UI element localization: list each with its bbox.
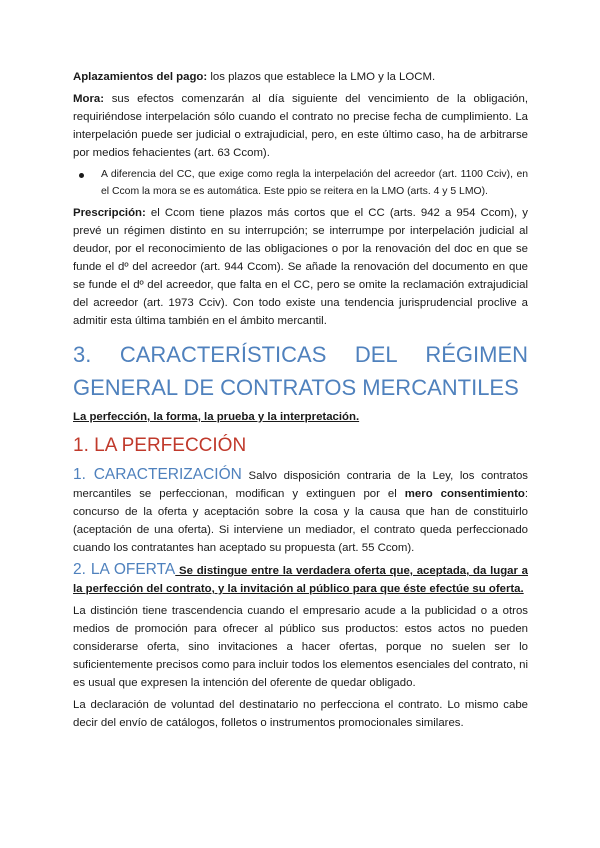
bullet-item — [73, 166, 528, 200]
paragraph-mora — [73, 90, 528, 162]
bullet-list — [73, 166, 528, 200]
paragraph-caracterizacion — [73, 466, 528, 557]
text-oferta-underlined: Se distingue entre la verdadera oferta que, aceptada, da lugar a la perfección del contrato, y la invitación al público para que éste efectúe su oferta. — [73, 565, 529, 595]
bullet-dot-icon — [79, 173, 84, 178]
label-prescripcion: Prescripción: — [73, 207, 146, 219]
label-mora: Mora: — [73, 93, 105, 105]
text-caracterizacion-a: Salvo disposición contraria de la Ley, los contratos mercantiles se perfeccionan, modifican y extinguen por el — [73, 470, 528, 500]
paragraph-oferta-heading — [73, 561, 528, 598]
text-aplazamientos: los plazos que establece la LMO y la LOCM. — [207, 71, 436, 83]
paragraph-prescripcion — [73, 204, 528, 330]
label-aplazamientos: Aplazamientos del pago: — [73, 71, 208, 83]
paragraph-aplazamientos — [73, 68, 528, 86]
heading-la-oferta: 2. LA OFERTA — [73, 561, 176, 578]
section-3-title-line1: 3. CARACTERÍSTICAS DEL RÉGIMEN — [73, 342, 528, 367]
text-prescripcion: el Ccom tiene plazos más cortos que el CC (arts. 942 a 954 Ccom), y prevé un régimen distinto en su interrupción; se interrumpe por interpelación judicial al deudor, por el reconocimiento de las obligaciones o por la renovación del doc en que se funde el dº del acreedor (art. 944 Ccom). Se añade la renovación del documento en que se funde el dº del acreedor, que falta en el CC, pero se omite la reclamación extrajudicial del acreedor (art. 1973 Cciv). Con todo existe una tendencia jurisprudencial proclive a admitir esta última también en el ámbito mercantil. — [73, 207, 528, 327]
heading-caracterizacion: 1. CARACTERIZACIÓN — [73, 466, 242, 483]
paragraph-oferta-1: La distinción tiene trascendencia cuando el empresario acude a la publicidad o a otros medios de promoción para ofrecer al público sus productos: estos actos no pueden considerarse oferta, sino invitaciones a hacer ofertas, porque no suelen ser lo suficientemente precisos como para incluir todos los elementos esenciales del contrato, ni es usual que expresen la intención del oferente de quedar obligado. — [73, 605, 528, 689]
heading-la-perfeccion: 1. LA PERFECCIÓN — [73, 435, 247, 456]
document-page — [73, 68, 528, 736]
section-3-title-line2: GENERAL DE CONTRATOS MERCANTILES — [73, 375, 519, 400]
text-mero-consentimiento: mero consentimiento — [404, 488, 525, 500]
bullet-text: A diferencia del CC, que exige como regla la interpelación del acreedor (art. 1100 Cciv), en el Ccom la mora se es automática. Este ppio se reitera en la LMO (arts. 4 y 5 LMO). — [101, 169, 528, 197]
paragraph-oferta-2: La declaración de voluntad del destinatario no perfecciona el contrato. Lo mismo cabe decir del envío de catálogos, folletos o instrumentos promocionales similares. — [73, 699, 528, 729]
text-mora: sus efectos comenzarán al día siguiente del vencimiento de la obligación, requiriéndose interpelación sólo cuando el contrato no precise fecha de cumplimiento. La interpelación puede ser judicial o extrajudicial, pero, en este último caso, ha de arbitrarse por medios fehacientes (art. 63 Ccom). — [73, 93, 528, 159]
text-caracterizacion-b: : concurso de la oferta y aceptación sobre la cosa y la causa que han de constituirlo (aceptación de una oferta). Si interviene un mediador, el contrato queda perfeccionado cuando los contratantes han aceptado su propuesta (art. 55 Ccom). — [73, 488, 528, 554]
section-3-subtitle: La perfección, la forma, la prueba y la interpretación. — [73, 411, 360, 423]
